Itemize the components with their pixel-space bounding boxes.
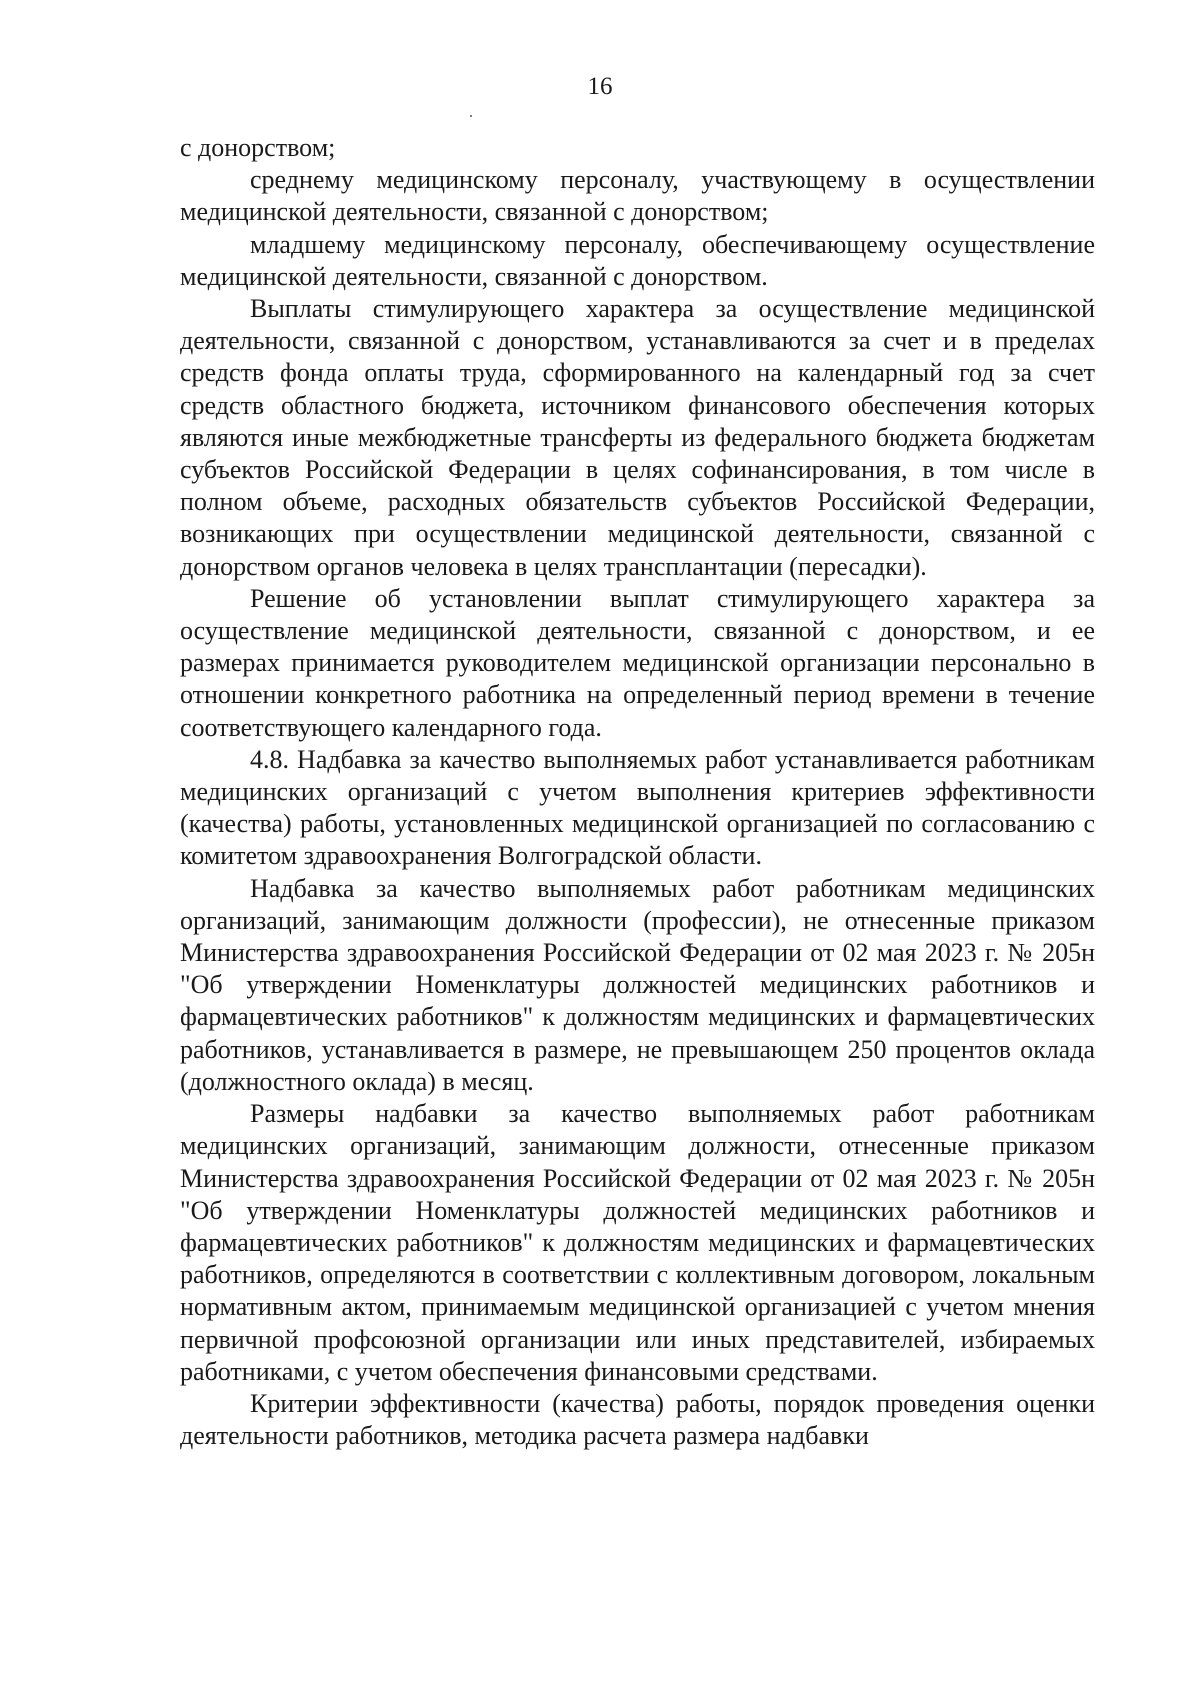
paragraph-payment-decision: Решение об установлении выплат стимулирующего характера за осуществление медицинской деятельности, связанной с донорством, и ее размерах принимается руководителем медицинской организации персонально в отношении конкретного работника на определенный период времени в течение соответствующего календарного года.: [180, 583, 1095, 742]
paragraph-bonus-medical: Размеры надбавки за качество выполняемых работ работникам медицинских организаций, занимающим должности, отнесенные приказом Министерства здравоохранения Российской Федерации от 02 мая 2023 г. № 205н "Об утверждении Номенклатуры должностей медицинских работников и фармацевтических работников" к должностям медицинских и фармацевтических работников, определяются в соответствии с коллективным договором, локальным нормативным актом, принимаемым медицинской организацией с учетом мнения первичной профсоюзной организации или иных представителей, избираемых работниками, с учетом обеспечения финансовыми средствами.: [180, 1099, 1095, 1386]
paragraph-criteria: Критерии эффективности (качества) работы, порядок проведения оценки деятельности работников, методика расчета размера надбавки: [180, 1388, 1095, 1451]
paragraph-junior-staff: младшему медицинскому персоналу, обеспечивающему осуществление медицинской деятельности, связанной с донорством.: [180, 229, 1095, 291]
page-number: 16: [587, 73, 613, 100]
document-body: [180, 132, 1095, 1452]
paragraph-bonus-non-medical: Надбавка за качество выполняемых работ работникам медицинских организаций, занимающим должности (профессии), не отнесенные приказом Министерства здравоохранения Российской Федерации от 02 мая 2023 г. № 205н "Об утверждении Номенклатуры должностей медицинских работников и фармацевтических работников" к должностям медицинских и фармацевтических работников, устанавливается в размере, не превышающем 250 процентов оклада (должностного оклада) в месяц.: [180, 873, 1095, 1096]
paragraph-4-8-quality-bonus: 4.8. Надбавка за качество выполняемых работ устанавливается работникам медицинских организаций с учетом выполнения критериев эффективности (качества) работы, установленных медицинской организацией по согласованию с комитетом здравоохранения Волгоградской области.: [180, 744, 1095, 871]
paragraph-mid-level-staff: среднему медицинскому персоналу, участвующему в осуществлении медицинской деятельности, связанной с донорством;: [180, 165, 1095, 227]
scan-speck: [470, 115, 472, 117]
paragraph-incentive-payments: Выплаты стимулирующего характера за осуществление медицинской деятельности, связанной с донорством, устанавливаются за счет и в пределах средств фонда оплаты труда, сформированного на календарный год за счет средств областного бюджета, источником финансового обеспечения которых являются иные межбюджетные трансферты из федерального бюджета бюджетам субъектов Российской Федерации в целях софинансирования, в том числе в полном объеме, расходных обязательств субъектов Российской Федерации, возникающих при осуществлении медицинской деятельности, связанной с донорством органов человека в целях трансплантации (пересадки).: [180, 294, 1095, 581]
paragraph-donorship-continuation: с донорством;: [180, 133, 336, 162]
